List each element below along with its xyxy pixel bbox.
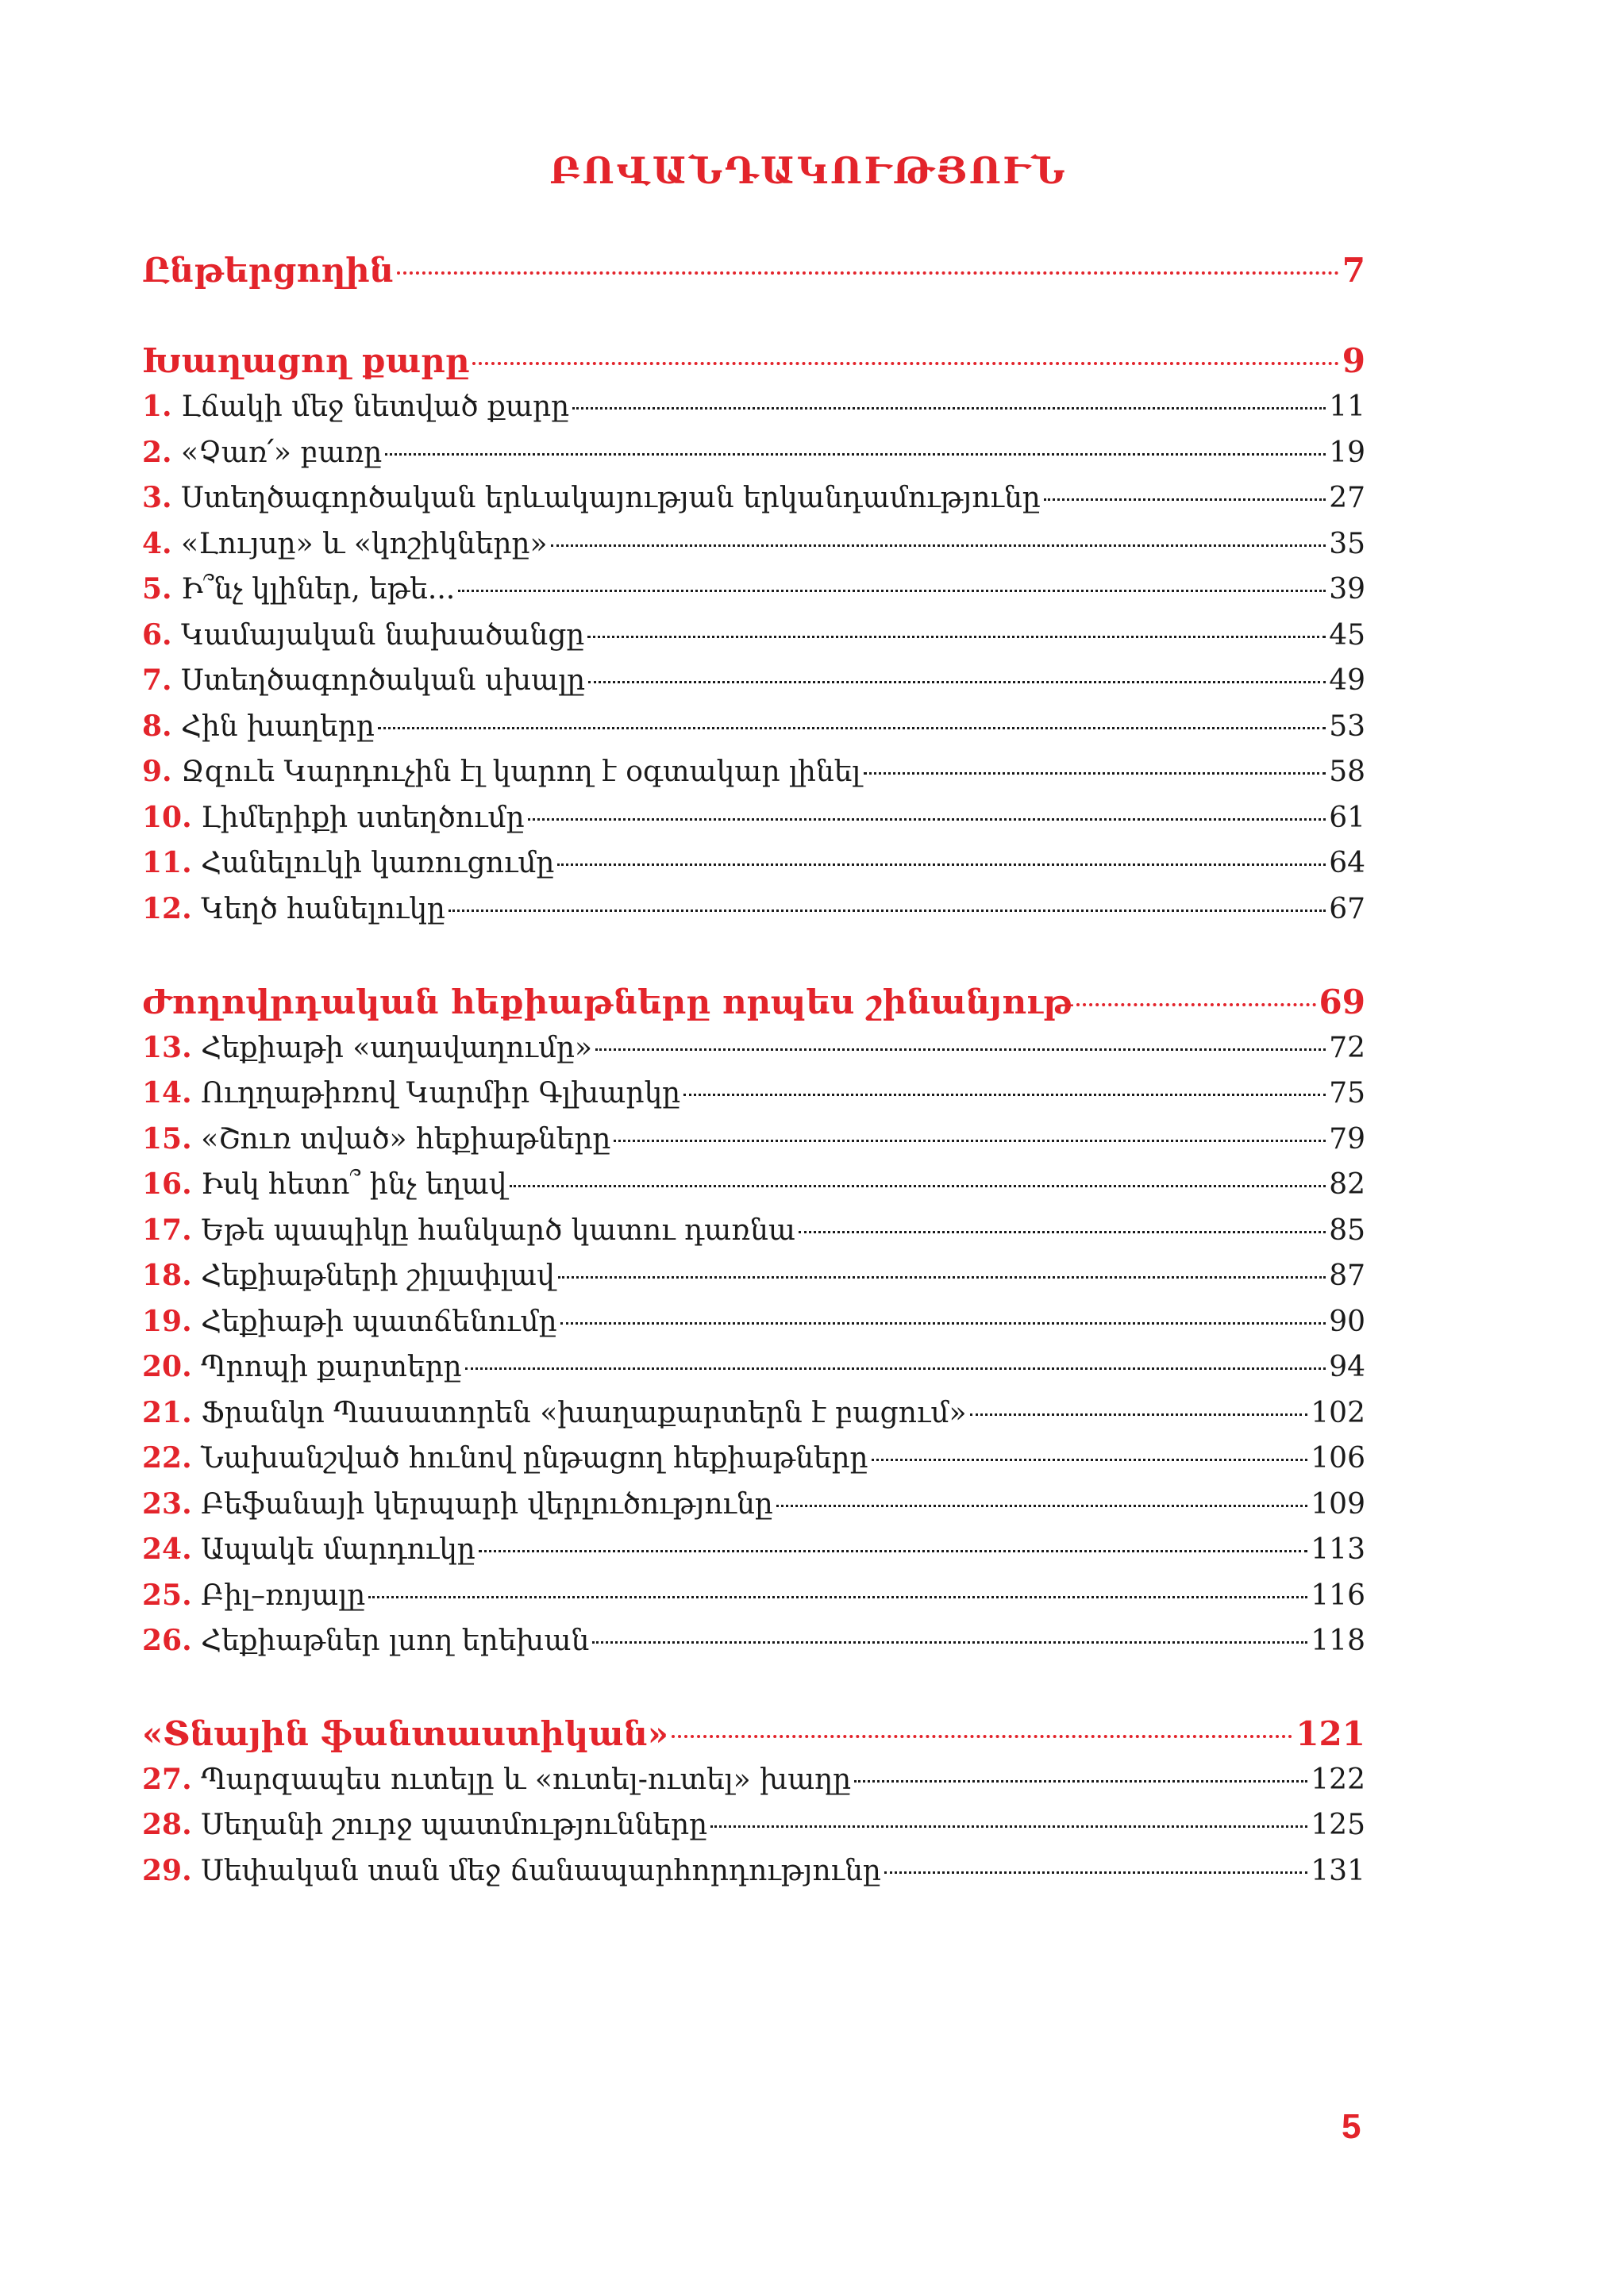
toc-entry-label: [142, 1213, 795, 1247]
toc-entry-title: Հեքիաթի պատճենումը: [201, 1306, 557, 1338]
toc-page-ref: 9: [1342, 341, 1365, 380]
toc-entry-number: 18.: [142, 1259, 192, 1292]
toc-entry-number: 22.: [142, 1441, 192, 1475]
toc-entry-label: [142, 983, 1073, 1021]
toc-page-ref: 35: [1329, 528, 1365, 560]
toc-page-ref: 85: [1329, 1214, 1365, 1247]
toc-page-ref: 106: [1311, 1442, 1365, 1475]
toc-entry-label: [142, 341, 469, 380]
toc-entry-label: [142, 1487, 773, 1521]
toc-entry-number: 9.: [142, 755, 172, 788]
toc-entry-number: 28.: [142, 1808, 192, 1841]
page-number: 5: [1342, 2107, 1361, 2146]
toc-page-ref: 69: [1319, 983, 1365, 1021]
toc-entry-label: [142, 1076, 680, 1110]
toc-entry-label: [142, 1533, 475, 1566]
toc-page-ref: 58: [1329, 756, 1365, 788]
toc-entry-title: Ֆրանկո Պասատորեն «խաղաքարտերն է բացում»: [201, 1397, 967, 1429]
toc-entry-label: [142, 390, 569, 423]
toc-entry-row: [142, 572, 1365, 620]
dot-leader: [776, 1504, 1308, 1507]
toc-page-ref: 125: [1311, 1809, 1365, 1841]
toc-page-ref: 11: [1329, 390, 1365, 423]
toc-entry-number: 29.: [142, 1854, 192, 1887]
toc-entry-number: 7.: [142, 663, 172, 697]
toc-entry-title: Նախանշված հունով ընթացող հեքիաթները: [201, 1442, 868, 1475]
toc-entry-number: 26.: [142, 1624, 192, 1657]
toc-entry-label: [142, 1396, 967, 1429]
toc-entry-row: [142, 710, 1365, 757]
toc-entry-title: Հին խաղերը: [181, 710, 375, 743]
dot-leader: [1044, 498, 1326, 501]
toc-entry-row: [142, 618, 1365, 666]
toc-entry-number: 11.: [142, 846, 192, 879]
dot-leader: [588, 680, 1326, 683]
toc-page-ref: 79: [1329, 1123, 1365, 1156]
toc-entry-title: Հանելուկի կառուցումը: [201, 847, 555, 879]
toc-entry-label: [142, 527, 548, 560]
toc-entry-title: Ջզուե Կարդուչին էլ կարող է օգտակար լինել: [181, 756, 861, 788]
toc-entry-row: [142, 1396, 1365, 1444]
dot-leader: [558, 1275, 1326, 1279]
dot-leader: [595, 1048, 1326, 1051]
toc-entry-number: 13.: [142, 1031, 192, 1064]
toc-entry-title: Բեֆանայի կերպարի վերլուծությունը: [201, 1488, 773, 1521]
toc-page-ref: 94: [1329, 1351, 1365, 1383]
toc-page-ref: 67: [1329, 893, 1365, 925]
toc-entry-number: 6.: [142, 618, 172, 652]
toc-entry-row: [142, 663, 1365, 711]
toc-entry-title: Սեղանի շուրջ պատմությունները: [201, 1809, 708, 1841]
dot-leader: [614, 1139, 1326, 1142]
toc-entry-row: [142, 1305, 1365, 1352]
toc-entry-row: [142, 481, 1365, 529]
toc-entry-row: [142, 801, 1365, 848]
toc-entry-row: [142, 1854, 1365, 1902]
toc-entry-label: [142, 1031, 592, 1064]
toc-page-ref: 75: [1329, 1077, 1365, 1110]
toc-entry-row: [142, 755, 1365, 802]
toc-entry-title: Ստեղծագործական սխալը: [181, 664, 586, 697]
toc-entry-row: [142, 1350, 1365, 1398]
toc-page-ref: 53: [1329, 710, 1365, 743]
toc-entry-number: 15.: [142, 1122, 192, 1156]
toc-entry-number: 17.: [142, 1213, 192, 1247]
toc-entry-label: [142, 710, 375, 743]
toc-entry-number: 10.: [142, 801, 192, 834]
toc-entry-label: [142, 1350, 462, 1383]
toc-entry-title: Լճակի մեջ նետված քարը: [181, 390, 570, 423]
toc-entry-label: [142, 1624, 589, 1657]
toc-entry-title: Ապակե մարդուկը: [201, 1533, 475, 1566]
toc-section-row: [142, 1714, 1365, 1768]
toc-entry-title: «Լույսը» և «կոշիկները»: [181, 528, 548, 560]
toc-entry-label: [142, 755, 860, 788]
toc-page-ref: 19: [1329, 437, 1365, 469]
toc-entry-label: [142, 663, 585, 697]
toc-entry-title: Ստեղծագործական երևակայության երկանդամությունը: [181, 482, 1041, 514]
dot-leader: [557, 863, 1326, 866]
toc-entry-number: 5.: [142, 572, 172, 606]
toc-section-row: [142, 983, 1365, 1036]
toc-entry-row: [142, 892, 1365, 940]
dot-leader: [864, 771, 1326, 775]
toc-page-ref: 90: [1329, 1306, 1365, 1338]
toc-entry-row: [142, 1122, 1365, 1170]
dot-leader: [884, 1871, 1307, 1874]
toc-entry-number: 27.: [142, 1763, 192, 1796]
toc-title: ԲՈՎԱՆԴԱԿՈՒԹՅՈՒՆ: [549, 149, 1068, 192]
toc-entry-row: [142, 1167, 1365, 1215]
toc-entry-number: 3.: [142, 481, 172, 514]
toc-entry-title: Ուղղաթիռով Կարմիր Գլխարկը: [201, 1077, 681, 1110]
dot-leader: [551, 544, 1326, 547]
dot-leader: [672, 1734, 1292, 1738]
toc-entry-label: [142, 436, 382, 469]
toc-entry-title: Ի՞նչ կլիներ, եթե...: [181, 573, 456, 606]
toc-entry-title: Կեղծ հանելուկը: [201, 893, 445, 925]
dot-leader: [799, 1230, 1326, 1233]
toc-page-ref: 27: [1329, 482, 1365, 514]
toc-entry-row: [142, 1213, 1365, 1261]
toc-entry-number: 14.: [142, 1076, 192, 1110]
dot-leader: [560, 1321, 1326, 1325]
toc-entry-label: [142, 251, 394, 290]
toc-entry-title: «Շուռ տված» հեքիաթները: [201, 1123, 611, 1156]
toc-entry-title: Եթե պապիկը հանկարծ կատու դառնա: [201, 1214, 796, 1247]
dot-leader: [592, 1640, 1307, 1644]
toc-entry-label: [142, 801, 525, 834]
toc-entry-number: 8.: [142, 710, 172, 743]
toc-entry-row: [142, 1624, 1365, 1671]
toc-entry-label: [142, 1441, 868, 1475]
toc-section-row: [142, 251, 1365, 305]
toc-page-ref: 72: [1329, 1032, 1365, 1064]
toc-page-ref: 121: [1296, 1714, 1365, 1753]
toc-entry-title: Հեքիաթի «աղավաղումը»: [201, 1032, 593, 1064]
toc-entry-row: [142, 846, 1365, 894]
toc-entry-label: [142, 572, 455, 606]
dot-leader: [572, 406, 1326, 410]
toc-entry-title: Պարզապես ուտելը և «ուտել-ուտել» խաղը: [201, 1763, 852, 1796]
dot-leader: [479, 1549, 1308, 1552]
dot-leader: [970, 1413, 1308, 1416]
toc-page-ref: 39: [1329, 573, 1365, 606]
dot-leader: [872, 1458, 1308, 1461]
toc-entry-row: [142, 1076, 1365, 1124]
dot-leader: [449, 909, 1326, 912]
toc-page-ref: 131: [1311, 1855, 1365, 1887]
toc-entry-number: 1.: [142, 390, 172, 423]
toc-section-title: «Տնային ֆանտաստիկան»: [142, 1714, 669, 1753]
toc-entry-number: 16.: [142, 1167, 192, 1201]
toc-entry-row: [142, 1763, 1365, 1810]
toc-entry-title: Սեփական տան մեջ ճանապարհորդությունը: [201, 1855, 881, 1887]
dot-leader: [458, 589, 1326, 592]
toc-entry-row: [142, 1808, 1365, 1856]
toc-page-ref: 45: [1329, 619, 1365, 652]
toc-entry-label: [142, 1714, 668, 1753]
toc-entry-row: [142, 1579, 1365, 1626]
toc-entry-number: 25.: [142, 1579, 192, 1612]
toc-page-ref: 64: [1329, 847, 1365, 879]
toc-page-ref: 109: [1311, 1488, 1365, 1521]
toc-entry-number: 4.: [142, 527, 172, 560]
toc-page-ref: 122: [1311, 1763, 1365, 1796]
toc-entry-label: [142, 1167, 506, 1201]
toc-entry-number: 2.: [142, 436, 172, 469]
toc-page-ref: 61: [1329, 802, 1365, 834]
dot-leader: [472, 361, 1338, 365]
toc-entry-title: Բիլ–ռոյալը: [201, 1579, 366, 1612]
toc-page-ref: 118: [1311, 1625, 1365, 1657]
toc-entry-row: [142, 1031, 1365, 1079]
toc-entry-title: Լիմերիքի ստեղծումը: [201, 802, 525, 834]
toc-page-ref: 102: [1311, 1397, 1365, 1429]
toc-entry-number: 20.: [142, 1350, 192, 1383]
dot-leader: [510, 1184, 1326, 1187]
toc-entry-label: [142, 618, 584, 652]
toc-entry-title: «Չառ՛» բառը: [181, 437, 383, 469]
toc-entry-number: 21.: [142, 1396, 192, 1429]
toc-page-ref: 7: [1342, 251, 1365, 290]
toc-entry-label: [142, 1259, 555, 1292]
toc-page-ref: 87: [1329, 1260, 1365, 1292]
toc-entry-row: [142, 1533, 1365, 1580]
dot-leader: [710, 1825, 1307, 1828]
toc-entry-title: Իսկ հետո՞ ինչ եղավ: [201, 1168, 507, 1201]
dot-leader: [397, 271, 1339, 275]
toc-entry-label: [142, 481, 1041, 514]
toc-entry-label: [142, 892, 445, 925]
toc-entry-row: [142, 436, 1365, 483]
toc-section-title: Ժողովրդական հեքիաթները որպես շինանյութ: [142, 983, 1073, 1021]
toc-page-ref: 82: [1329, 1168, 1365, 1201]
dot-leader: [368, 1595, 1307, 1598]
toc-entry-title: Հեքիաթների շիլափլավ: [201, 1260, 555, 1292]
toc-page-ref: 113: [1311, 1533, 1365, 1566]
toc-entry-number: 24.: [142, 1533, 192, 1566]
toc-entry-label: [142, 1305, 557, 1338]
toc-entry-number: 23.: [142, 1487, 192, 1521]
dot-leader: [683, 1093, 1326, 1096]
toc-section-row: [142, 341, 1365, 395]
toc-entry-label: [142, 1808, 707, 1841]
toc-entry-row: [142, 390, 1365, 437]
toc-entry-label: [142, 1854, 881, 1887]
toc-entry-label: [142, 1763, 851, 1796]
dot-leader: [854, 1779, 1307, 1783]
toc-page-ref: 116: [1311, 1579, 1365, 1612]
dot-leader: [528, 817, 1326, 821]
toc-entry-label: [142, 1122, 610, 1156]
toc-entry-label: [142, 1579, 365, 1612]
toc-entry-number: 12.: [142, 892, 192, 925]
toc-entry-title: Պրոպի քարտերը: [201, 1351, 462, 1383]
dot-leader: [587, 635, 1326, 638]
toc-page-ref: 49: [1329, 664, 1365, 697]
toc-entry-number: 19.: [142, 1305, 192, 1338]
dot-leader: [385, 452, 1326, 456]
toc-entry-title: Կամայական նախածանցը: [181, 619, 585, 652]
toc-entry-row: [142, 1441, 1365, 1489]
dot-leader: [465, 1367, 1326, 1370]
toc-entry-row: [142, 1487, 1365, 1535]
toc-entry-label: [142, 846, 554, 879]
toc-entry-title: Հեքիաթներ լսող երեխան: [201, 1625, 590, 1657]
toc-entry-row: [142, 1259, 1365, 1306]
dot-leader: [1076, 1002, 1316, 1006]
toc-section-title: Ընթերցողին: [142, 251, 394, 290]
dot-leader: [378, 726, 1326, 729]
toc-section-title: Խաղացող քարը: [142, 341, 470, 380]
toc-entry-row: [142, 527, 1365, 575]
